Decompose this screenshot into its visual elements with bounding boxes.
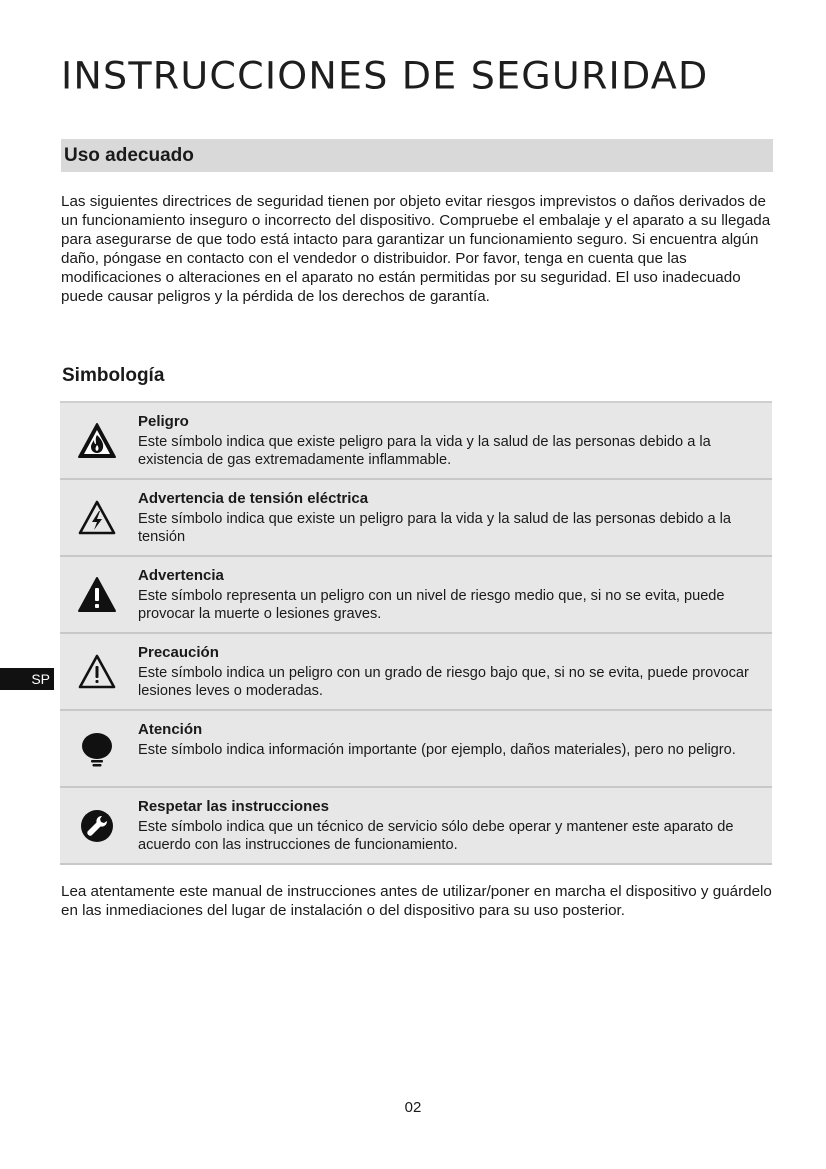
symbol-row [60,480,772,557]
symbol-description: Este símbolo indica que existe peligro para la vida y la salud de las personas debido a la existencia de gas extremadamente inflammable. [138,434,711,468]
symbol-table [60,401,772,865]
wrench-icon [77,806,117,846]
symbol-row [60,788,772,865]
symbol-name: Advertencia de tensión eléctrica [138,490,369,507]
symbol-name: Atención [138,721,203,738]
closing-paragraph: Lea atentamente este manual de instrucciones antes de utilizar/poner en marcha el dispositivo y guárdelo en las inmediaciones del lugar de instalación o del dispositivo para su uso posterior. [61,883,772,919]
symbol-description: Este símbolo indica que un técnico de servicio sólo debe operar y mantener este aparato de acuerdo con las instrucciones de funcionamiento. [138,819,734,853]
symbol-row [60,557,772,634]
symbol-row [60,634,772,711]
page-title: INSTRUCCIONES DE SEGURIDAD [61,54,709,98]
section-heading: Uso adecuado [64,145,194,166]
symbol-description: Este símbolo representa un peligro con un nivel de riesgo medio que, si no se evita, puede provocar la muerte o lesiones graves. [138,588,725,622]
symbol-description: Este símbolo indica un peligro con un grado de riesgo bajo que, si no se evita, puede provocar lesiones leves o moderadas. [138,665,749,699]
symbol-description: Este símbolo indica información importante (por ejemplo, daños materiales), pero no peligro. [138,742,736,758]
exclamation-outline-warning-icon [77,652,117,692]
symbol-name: Precaución [138,644,219,661]
electric-warning-icon [77,498,117,538]
flammable-warning-icon [77,421,117,461]
intro-paragraph: Las siguientes directrices de seguridad tienen por objeto evitar riesgos imprevistos o daños derivados de un funcionamiento inseguro o incorrecto del dispositivo. Compruebe el embalaje y el aparato a su llegada para asegurarse de que todo está intacto para garantizar un funcionamiento seguro. Si encuentra algún daño, póngase en contacto con el vendedor o distribuidor. Por favor, tenga en cuenta que las modificaciones o alteraciones en el aparato no están permitidas por su seguridad. El uso inadecuado puede causar peligros y la pérdida de los derechos de garantía. [61,193,771,305]
symbol-row [60,403,772,480]
symbol-description: Este símbolo indica que existe un peligro para la vida y la salud de las personas debido a la tensión [138,511,732,545]
symbol-name: Respetar las instrucciones [138,798,329,815]
exclamation-filled-warning-icon [77,575,117,615]
simbologia-heading: Simbología [62,365,165,386]
symbol-name: Advertencia [138,567,224,584]
symbol-row [60,711,772,788]
symbol-name: Peligro [138,413,189,430]
section-header-uso-adecuado [61,139,773,172]
lightbulb-icon [77,729,117,769]
page-number: 02 [404,1099,422,1116]
language-tab: SP [0,668,54,690]
